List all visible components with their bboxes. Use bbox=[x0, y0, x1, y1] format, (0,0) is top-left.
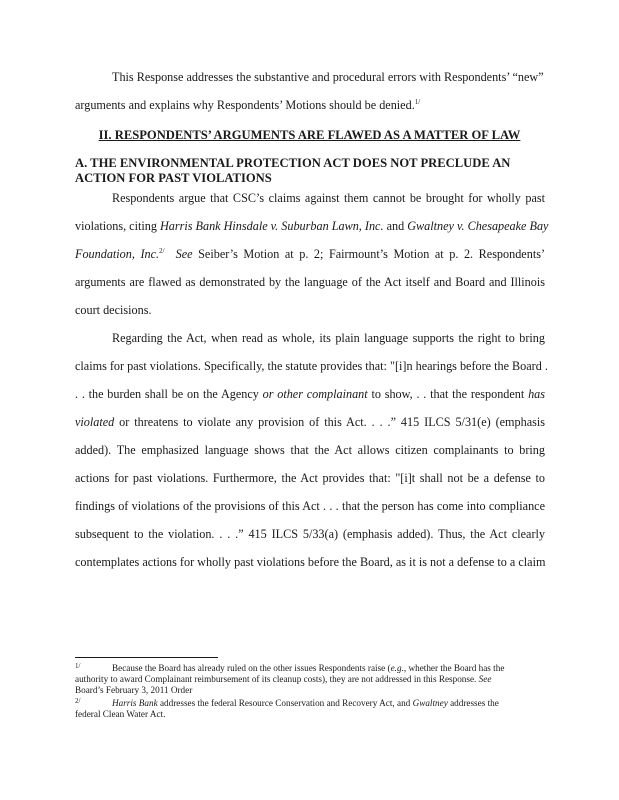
para1-line-2 bbox=[75, 218, 549, 234]
footnote-1-line-1 bbox=[112, 663, 504, 674]
intro-text-1: This Response addresses the substantive and procedural errors with Respondents’ “new” bbox=[112, 70, 544, 84]
see-signal: See bbox=[175, 247, 193, 261]
para2-text: . . the burden shall be on the Agency bbox=[75, 387, 263, 401]
para2-line-8: subsequent to the violation. . . .” 415 ILCS 5/33(a) (emphasis added). Thus, the Act clearly bbox=[75, 527, 545, 541]
emphasis-has: has bbox=[528, 387, 545, 401]
para2-text: or threatens to violate any provision of this Act. . . .” 415 ILCS 5/31(e) (emphasis bbox=[114, 415, 545, 429]
footnote-emphasis: e.g. bbox=[390, 663, 404, 673]
case-citation-gwaltney-cont: Foundation, Inc. bbox=[75, 247, 160, 261]
footnote-ref-2[interactable]: 2/ bbox=[159, 246, 165, 255]
footnote-1-mark: 1/ bbox=[75, 662, 81, 670]
footnote-emphasis: Harris Bank bbox=[112, 698, 158, 708]
intro-text-2: arguments and explains why Respondents’ Motions should be denied. bbox=[75, 98, 415, 112]
para1-line-1: Respondents argue that CSC’s claims against them cannot be brought for wholly past bbox=[112, 191, 545, 205]
footnote-text: addresses the bbox=[447, 698, 499, 708]
para1-line-5: court decisions. bbox=[75, 303, 152, 317]
footnote-text: addresses the federal Resource Conservation and Recovery Act, and bbox=[157, 698, 413, 708]
para1-text: Seiber’s Motion at p. 2; Fairmount’s Motion at p. 2. Respondents’ bbox=[192, 247, 546, 261]
para2-line-4 bbox=[75, 414, 545, 430]
case-citation-harris: Harris Bank Hinsdale v. Suburban Lawn, Inc. bbox=[159, 219, 384, 233]
para2-line-1: Regarding the Act, when read as whole, its plain language supports the right to bring bbox=[112, 331, 545, 345]
case-citation-gwaltney: Gwaltney v. Chesapeake Bay bbox=[407, 219, 549, 233]
footnote-text: Because the Board has already ruled on the other issues Respondents raise ( bbox=[112, 663, 391, 673]
footnote-2-mark: 2/ bbox=[75, 697, 81, 705]
para1-line-4: arguments are flawed as demonstrated by the language of the Act itself and Board and Illinois bbox=[75, 275, 545, 289]
footnote-1-line-3: Board’s February 3, 2011 Order bbox=[75, 685, 193, 695]
footnote-2-line-2: federal Clean Water Act. bbox=[75, 709, 166, 719]
footnote-ref-1[interactable]: 1/ bbox=[414, 97, 421, 106]
para1-text: and bbox=[383, 219, 408, 233]
para1-text: violations, citing bbox=[75, 219, 160, 233]
para1-line-3 bbox=[75, 246, 545, 262]
footnote-emphasis: Gwaltney bbox=[412, 698, 448, 708]
para2-line-9: contemplates actions for wholly past violations before the Board, as it is not a defense to a claim bbox=[75, 555, 546, 569]
emphasis-violated: violated bbox=[75, 415, 115, 429]
para2-text: to show, . . that the respondent bbox=[367, 387, 529, 401]
subheading-line-1: A. THE ENVIRONMENTAL PROTECTION ACT DOES NOT PRECLUDE AN bbox=[75, 156, 511, 170]
emphasis-other-complainant: or other complainant bbox=[262, 387, 368, 401]
footnote-text: authority to award Complainant reimbursement of its cleanup costs), they are not addressed in this Response. bbox=[75, 674, 479, 684]
para2-line-5: added). The emphasized language shows that the Act allows citizen complainants to bring bbox=[75, 443, 545, 457]
footnote-1-line-2 bbox=[75, 674, 491, 685]
intro-line-2 bbox=[75, 97, 545, 113]
footnote-text: , whether the Board has the bbox=[403, 663, 505, 673]
footnote-divider bbox=[75, 657, 218, 658]
footnote-see-signal: See bbox=[478, 674, 492, 684]
footnote-2-line-1 bbox=[112, 698, 499, 709]
para2-line-2: claims for past violations. Specifically, the statute provides that: "[i]n hearings before the Board . bbox=[75, 359, 548, 373]
subheading-line-2: ACTION FOR PAST VIOLATIONS bbox=[75, 171, 272, 185]
para2-line-7: findings of violations of the provisions of this Act . . . that the person has come into compliance bbox=[75, 499, 545, 513]
section-heading: II. RESPONDENTS’ ARGUMENTS ARE FLAWED AS A MATTER OF LAW bbox=[98, 128, 521, 142]
intro-line-1 bbox=[112, 69, 545, 85]
para2-line-3 bbox=[75, 386, 545, 402]
para2-line-6: actions for past violations. Furthermore, the Act provides that: "[i]t shall not be a defense to bbox=[75, 471, 545, 485]
